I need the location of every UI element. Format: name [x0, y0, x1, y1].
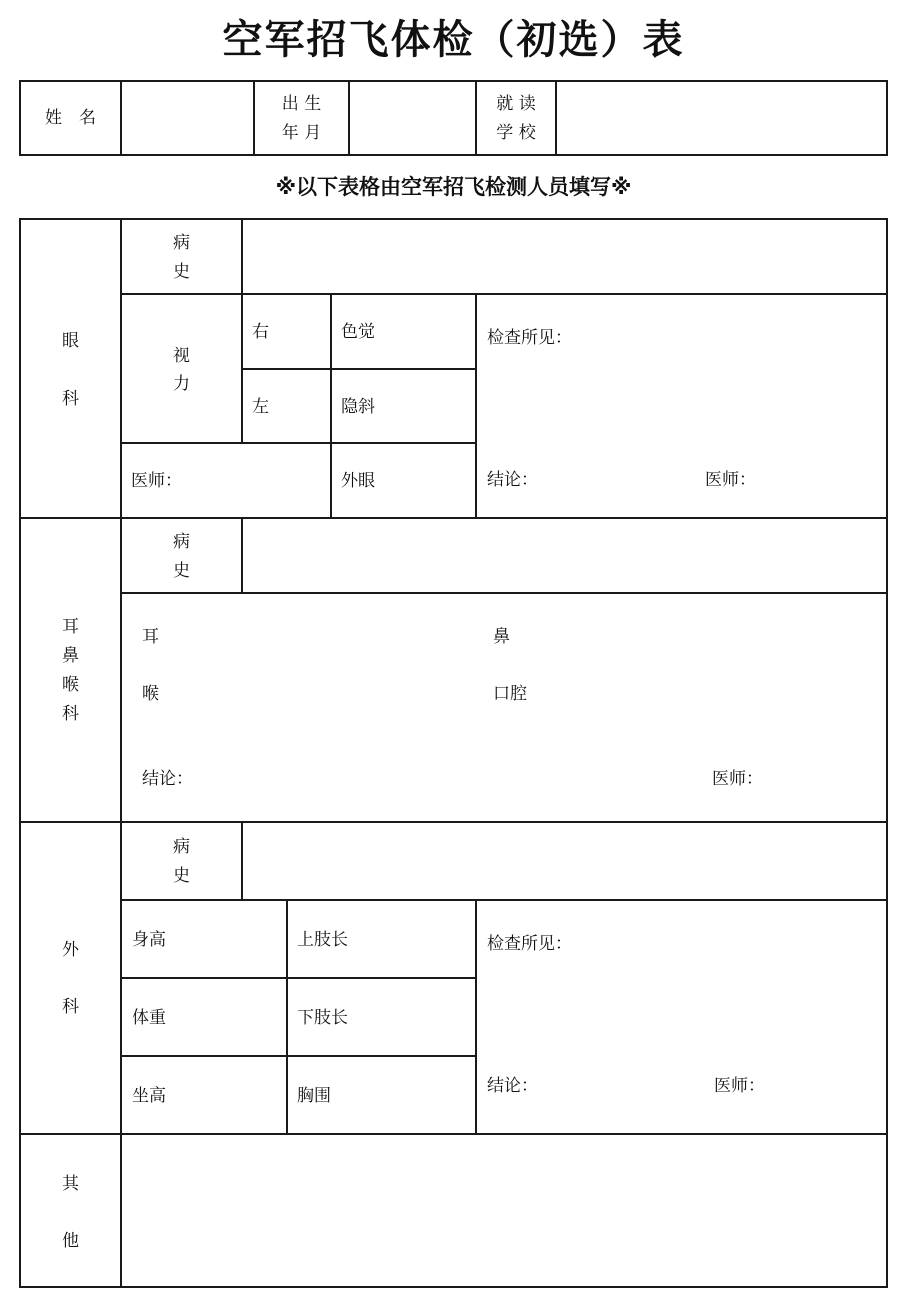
surgery-weight-label: 体重: [132, 1008, 166, 1028]
other-field[interactable]: [122, 1135, 886, 1286]
surgery-doctor-label: 医师：: [714, 1076, 765, 1096]
ent-mouth-label: 口腔: [493, 684, 527, 704]
eye-conclusion-label: 结论：: [487, 470, 538, 490]
name-label: 姓 名: [45, 108, 96, 128]
surgery-history-label-1: 病: [173, 837, 190, 857]
eye-vision-label-2: 力: [173, 374, 190, 394]
ent-history-label-1: 病: [173, 532, 190, 552]
birth-field[interactable]: [350, 82, 475, 154]
ent-ear-label: 耳: [142, 627, 159, 647]
surgery-section-label-2: 科: [62, 997, 79, 1017]
birth-label-line2: 年 月: [281, 123, 322, 143]
eye-section-label-1: 眼: [62, 331, 79, 351]
eye-history-field[interactable]: [243, 220, 886, 293]
other-section-label-2: 他: [62, 1231, 79, 1251]
surgery-chest-label: 胸围: [297, 1086, 331, 1106]
surgery-lower-limb-label: 下肢长: [297, 1008, 348, 1028]
ent-doctor-label: 医师：: [712, 769, 763, 789]
eye-doctor-label: 医师：: [131, 471, 182, 491]
ent-section-label-3: 喉: [62, 675, 79, 695]
surgery-height-label: 身高: [132, 930, 166, 950]
ent-history-field[interactable]: [243, 519, 886, 592]
name-field[interactable]: [122, 82, 253, 154]
eye-findings-label: 检查所见：: [487, 328, 572, 348]
surgery-history-label-2: 史: [173, 866, 190, 886]
ent-section-label-4: 科: [62, 704, 79, 724]
ent-section-label-2: 鼻: [62, 646, 79, 666]
surgery-section-label-1: 外: [62, 940, 79, 960]
eye-doctor2-label: 医师：: [705, 470, 756, 490]
ent-nose-label: 鼻: [493, 627, 510, 647]
eye-right-label: 右: [252, 322, 269, 342]
eye-color-sense-label: 色觉: [341, 322, 375, 342]
eye-history-label-2: 史: [173, 262, 190, 282]
birth-label-line1: 出 生: [281, 94, 322, 114]
eye-section-label-2: 科: [62, 389, 79, 409]
surgery-upper-limb-label: 上肢长: [297, 930, 348, 950]
eye-history-label-1: 病: [173, 233, 190, 253]
school-label-line2: 学 校: [496, 123, 536, 143]
surgery-history-field[interactable]: [243, 823, 886, 899]
school-label-line1: 就 读: [496, 94, 536, 114]
ent-section-label-1: 耳: [62, 617, 79, 637]
eye-strabismus-label: 隐斜: [341, 397, 375, 417]
school-field[interactable]: [557, 82, 886, 154]
ent-conclusion-label: 结论：: [142, 769, 193, 789]
surgery-conclusion-label: 结论：: [487, 1076, 538, 1096]
form-title: 空军招飞体检（初选）表: [222, 17, 685, 63]
form-note: ※以下表格由空军招飞检测人员填写※: [275, 175, 632, 199]
ent-throat-label: 喉: [142, 684, 159, 704]
eye-external-label: 外眼: [341, 471, 375, 491]
eye-vision-label-1: 视: [173, 346, 190, 366]
other-section-label-1: 其: [62, 1174, 79, 1194]
eye-left-label: 左: [252, 397, 269, 417]
surgery-findings-label: 检查所见：: [487, 934, 572, 954]
surgery-sitting-height-label: 坐高: [132, 1086, 166, 1106]
ent-history-label-2: 史: [173, 561, 190, 581]
